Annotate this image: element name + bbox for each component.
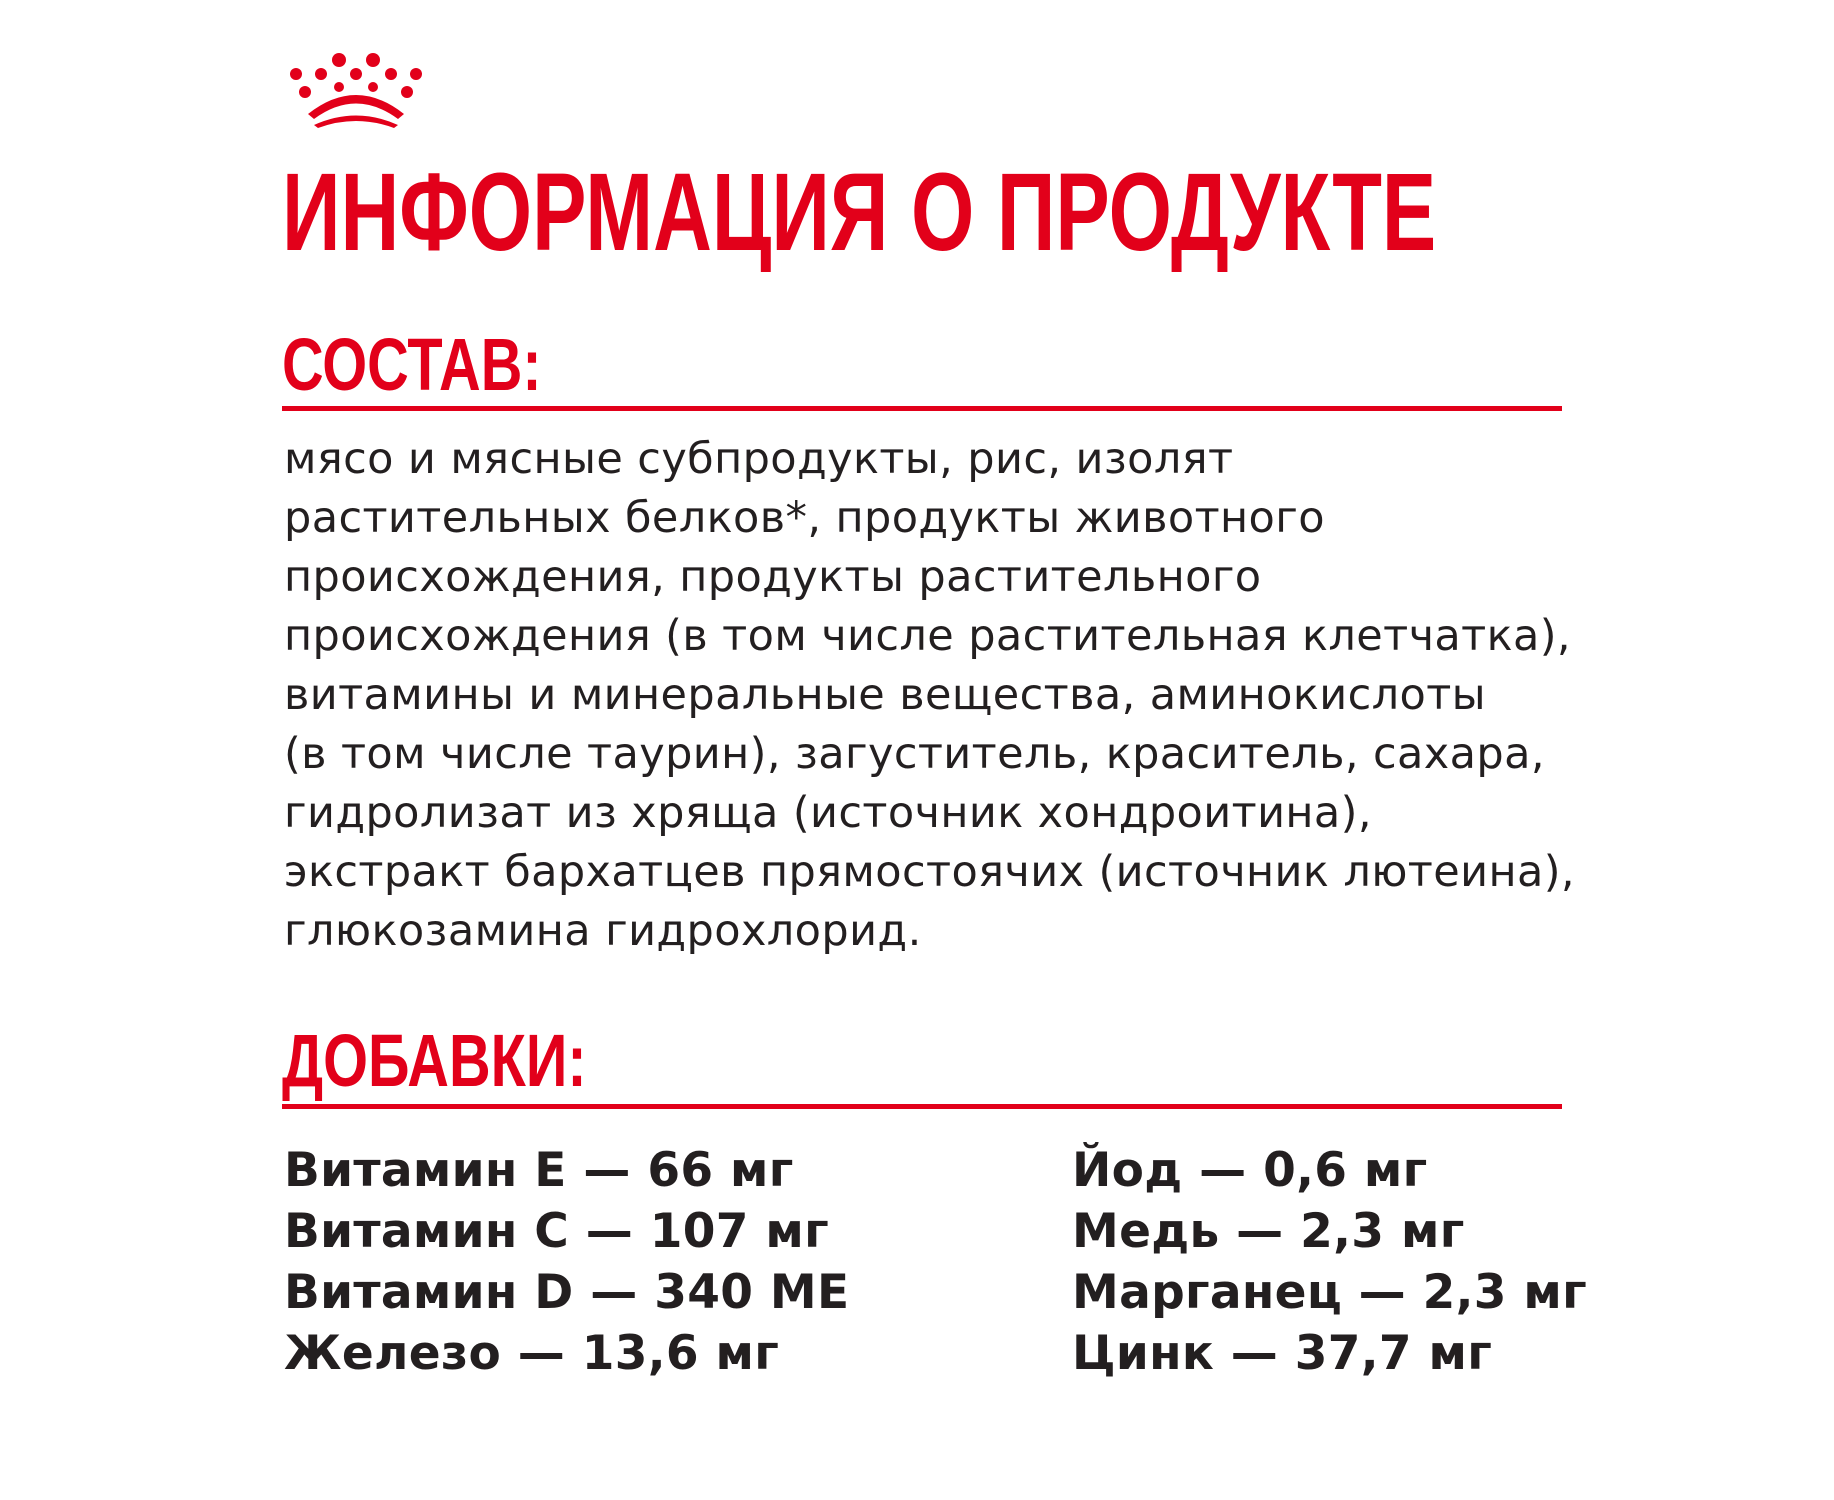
- page-title: ИНФОРМАЦИЯ О ПРОДУКТЕ: [282, 151, 1437, 274]
- additive-item: Медь — 2,3 мг: [1072, 1204, 1465, 1259]
- composition-divider: [282, 406, 1562, 411]
- composition-text: [284, 430, 1604, 961]
- additive-item: Витамин C — 107 мг: [284, 1204, 829, 1259]
- additive-item: Йод — 0,6 мг: [1072, 1143, 1428, 1198]
- composition-line: (в том числе таурин), загуститель, краситель, сахара,: [284, 729, 1545, 779]
- composition-line: происхождения (в том числе растительная клетчатка),: [284, 611, 1571, 661]
- additive-item: Цинк — 37,7 мг: [1072, 1326, 1493, 1381]
- composition-line: глюкозамина гидрохлорид.: [284, 906, 922, 956]
- additive-item: Витамин D — 340 МЕ: [284, 1265, 850, 1320]
- royal-crown-icon: [284, 48, 428, 128]
- additive-item: Витамин E — 66 мг: [284, 1143, 794, 1198]
- composition-line: гидролизат из хряща (источник хондроитина),: [284, 788, 1372, 838]
- composition-line: происхождения, продукты растительного: [284, 552, 1262, 602]
- composition-heading: СОСТАВ:: [282, 323, 542, 406]
- composition-line: растительных белков*, продукты животного: [284, 493, 1325, 543]
- additives-divider: [282, 1104, 1562, 1109]
- composition-line: витамины и минеральные вещества, аминокислоты: [284, 670, 1487, 720]
- additives-left-column: [284, 1140, 849, 1384]
- additive-item: Железо — 13,6 мг: [284, 1326, 780, 1381]
- additives-heading: ДОБАВКИ:: [282, 1019, 587, 1102]
- additive-item: Марганец — 2,3 мг: [1072, 1265, 1588, 1320]
- composition-line: экстракт бархатцев прямостоячих (источник лютеина),: [284, 847, 1575, 897]
- additives-right-column: [1072, 1140, 1587, 1384]
- composition-line: мясо и мясные субпродукты, рис, изолят: [284, 434, 1234, 484]
